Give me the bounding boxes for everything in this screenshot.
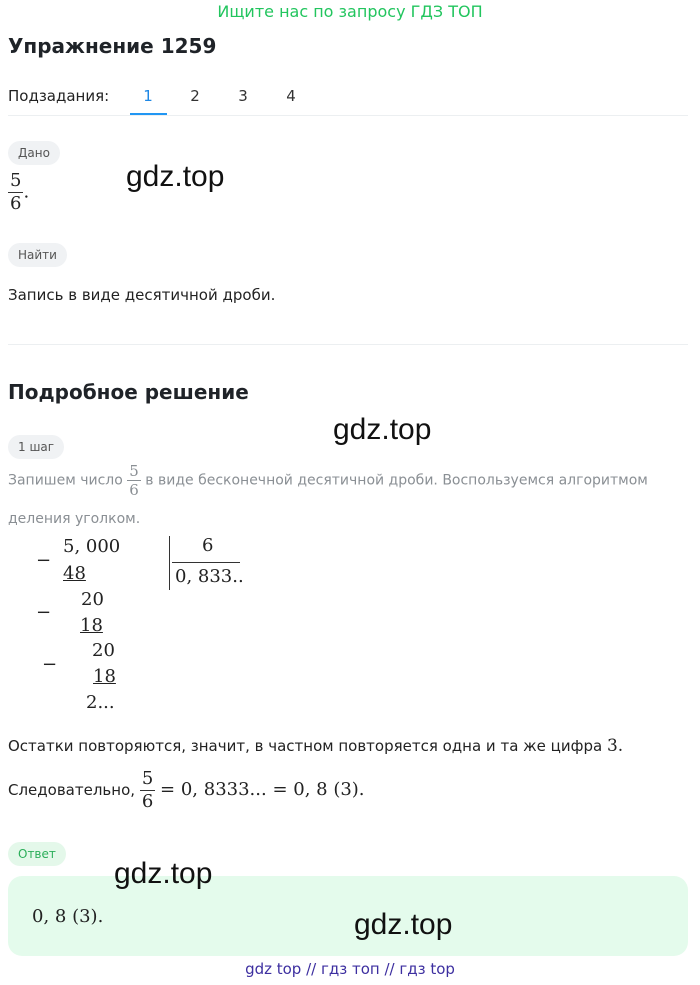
step-badge: 1 шаг xyxy=(8,435,64,459)
remainder-3: 2... xyxy=(86,692,115,713)
subtrahend-3: 18 xyxy=(93,666,116,687)
remainder-sentence: Остатки повторяются, значит, в частном повторяется одна и та же цифра xyxy=(8,737,603,755)
step-text-line2: деления уголком. xyxy=(8,511,141,527)
search-banner: Ищите нас по запросу ГДЗ ТОП xyxy=(217,2,483,21)
tab-subtask-4[interactable]: 4 xyxy=(286,87,296,105)
answer-value: 0, 8 (3). xyxy=(32,906,104,927)
subtrahend-2: 18 xyxy=(80,615,103,636)
subtasks-label: Подзадания: xyxy=(8,87,110,105)
step-denominator: 6 xyxy=(129,481,139,499)
step-text xyxy=(8,462,688,499)
section-divider xyxy=(8,344,688,345)
dividend: 5, 000 xyxy=(63,536,121,557)
watermark: gdz.top xyxy=(114,857,213,890)
given-fraction-tail: . xyxy=(23,181,30,203)
division-bar-vertical xyxy=(169,536,170,590)
step-text-before: Запишем число xyxy=(8,472,123,489)
divisor: 6 xyxy=(202,535,214,556)
minus-sign: − xyxy=(36,602,52,623)
conclusion-numerator: 5 xyxy=(141,768,154,789)
quotient: 0, 833.. xyxy=(175,566,244,587)
tabs-divider xyxy=(8,115,688,116)
solution-heading: Подробное решение xyxy=(8,380,249,404)
conclusion-label: Следовательно, xyxy=(8,781,136,799)
remainder-digit: 3. xyxy=(606,736,624,756)
given-fraction xyxy=(8,170,29,215)
conclusion-expression: = 0, 8333... = 0, 8 (3). xyxy=(160,779,365,800)
remainder-2: 20 xyxy=(92,640,115,661)
find-text: Запись в виде десятичной дроби. xyxy=(8,286,276,304)
remainder-1: 20 xyxy=(81,589,104,610)
subtrahend-1: 48 xyxy=(63,563,86,584)
footer-links[interactable]: gdz top // гдз топ // гдз top xyxy=(245,960,455,978)
answer-badge: Ответ xyxy=(8,842,66,866)
tab-subtask-1[interactable]: 1 xyxy=(143,87,153,105)
given-badge: Дано xyxy=(8,141,60,165)
division-bar-horizontal xyxy=(172,562,240,563)
conclusion xyxy=(8,768,365,813)
minus-sign: − xyxy=(36,550,52,571)
tab-subtask-3[interactable]: 3 xyxy=(238,87,248,105)
find-badge: Найти xyxy=(8,243,67,267)
watermark: gdz.top xyxy=(354,908,453,941)
page-title: Упражнение 1259 xyxy=(8,34,217,58)
watermark: gdz.top xyxy=(333,413,432,446)
step-numerator: 5 xyxy=(129,462,139,480)
given-denominator: 6 xyxy=(10,193,22,214)
remainder-text xyxy=(8,736,623,756)
conclusion-denominator: 6 xyxy=(141,791,154,812)
minus-sign: − xyxy=(42,654,58,675)
watermark: gdz.top xyxy=(126,160,225,193)
step-text-after: в виде бесконечной десятичной дроби. Воспользуемся алгоритмом xyxy=(145,472,648,489)
answer-box xyxy=(8,876,688,956)
given-numerator: 5 xyxy=(10,170,22,191)
tab-subtask-2[interactable]: 2 xyxy=(190,87,200,105)
